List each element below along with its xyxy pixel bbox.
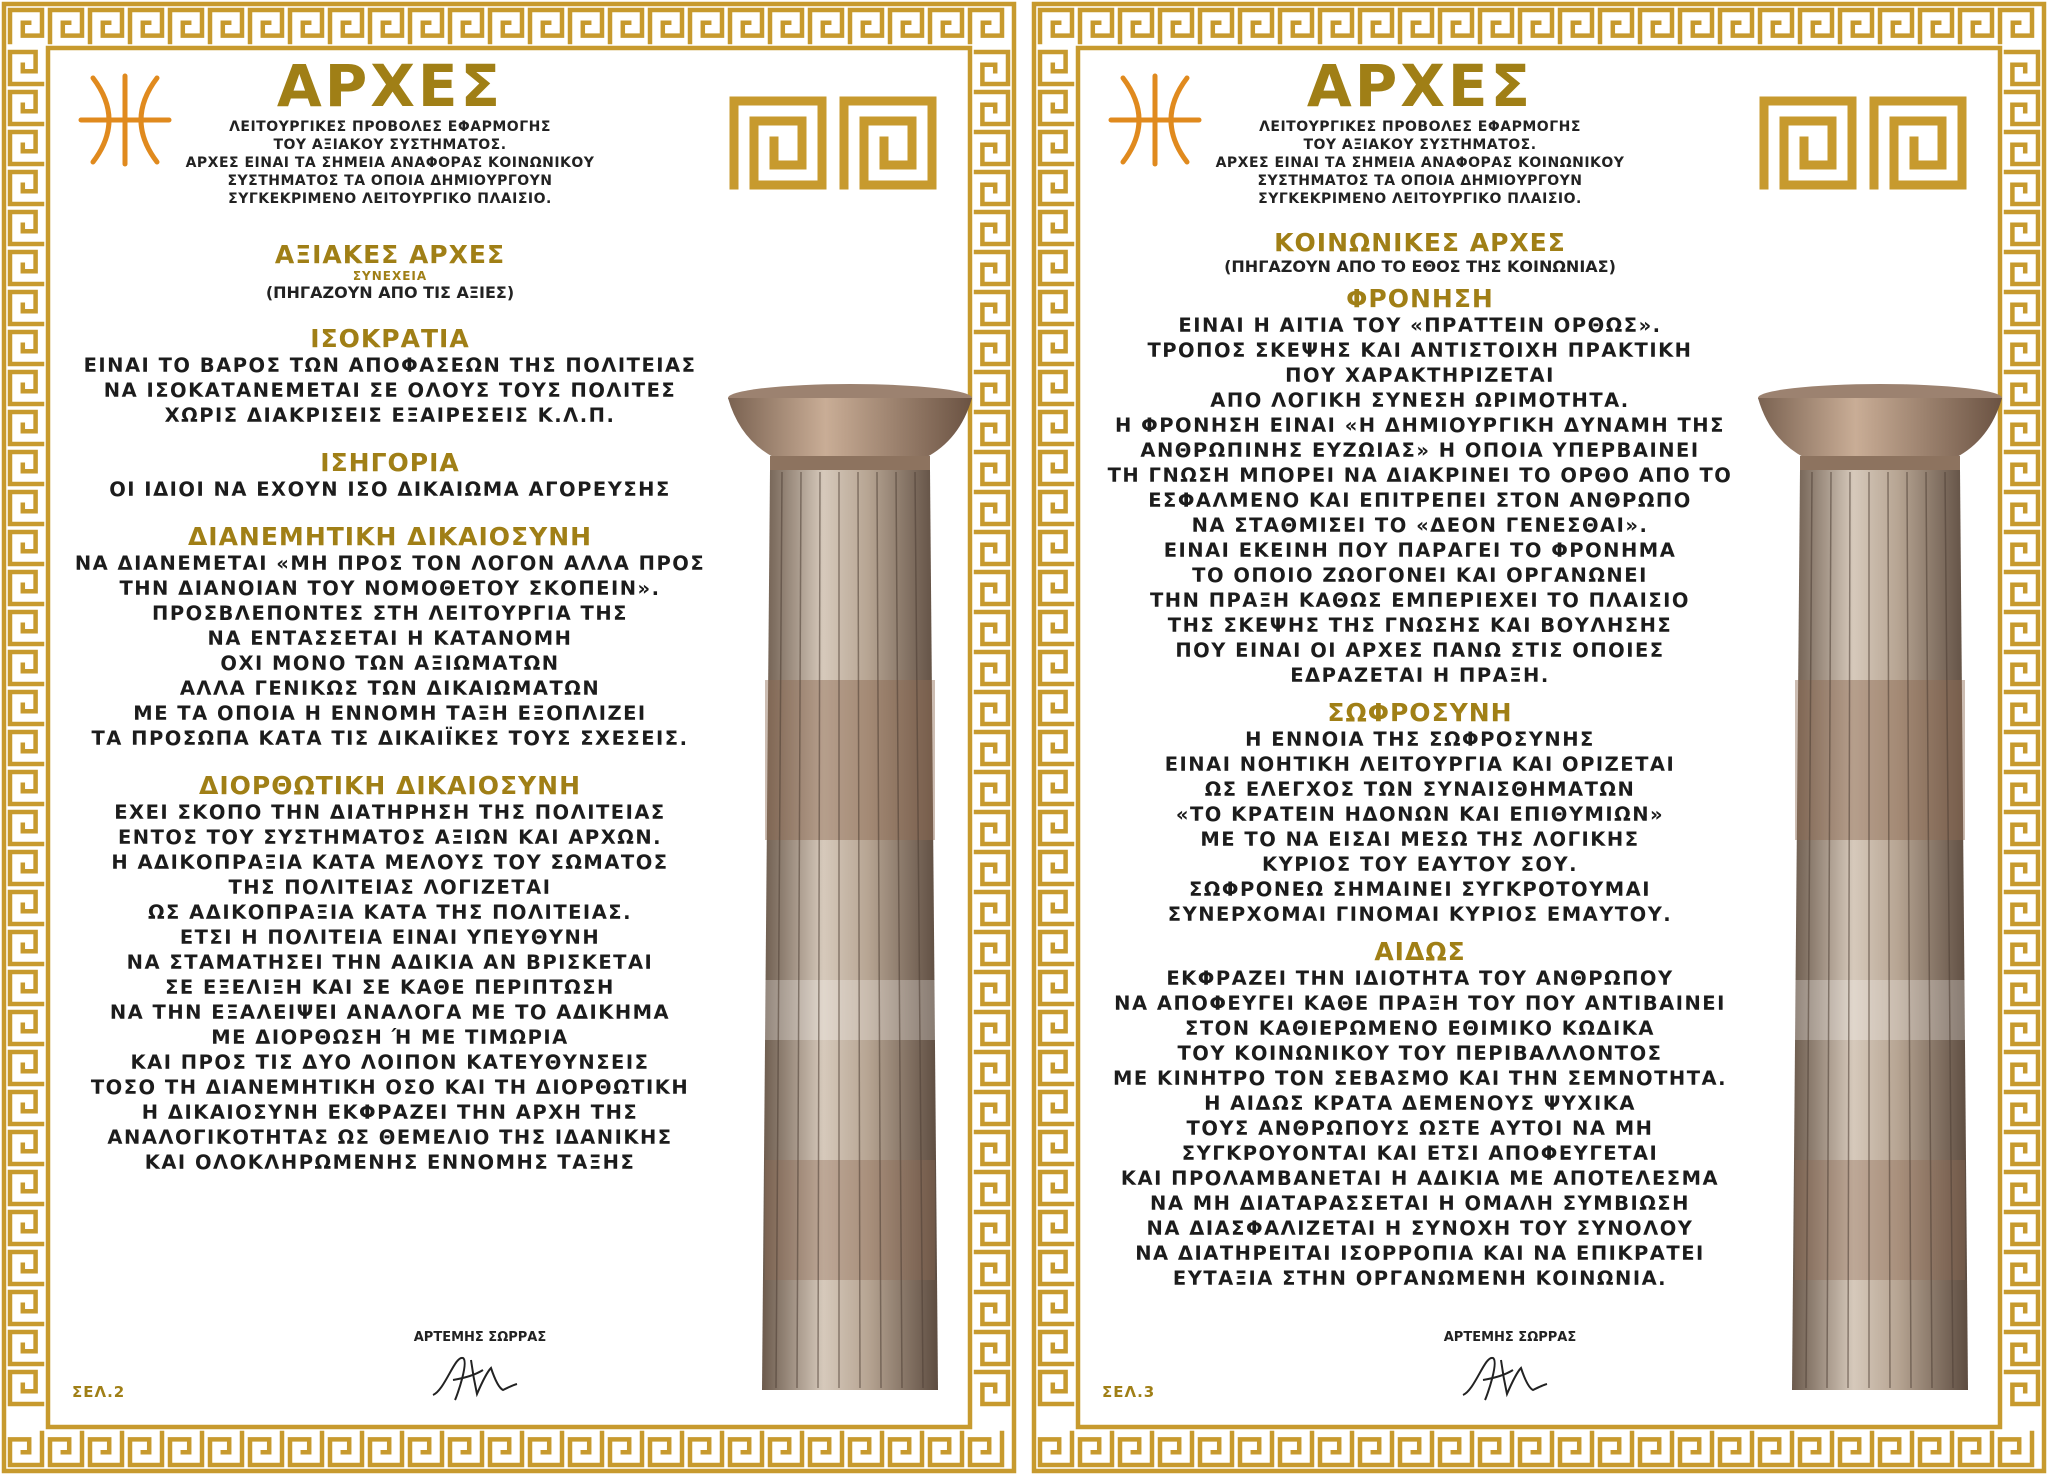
text-line: ΑΠΟ ΛΟΓΙΚΗ ΣΥΝΕΣΗ ΩΡΙΜΟΤΗΤΑ.: [1210, 389, 1630, 412]
text-line: ΤΗΝ ΔΙΑΝΟΙΑΝ ΤΟΥ ΝΟΜΟΘΕΤΟΥ ΣΚΟΠΕΙΝ».: [119, 577, 661, 600]
text-line: ΑΛΛΑ ΓΕΝΙΚΩΣ ΤΩΝ ΔΙΚΑΙΩΜΑΤΩΝ: [179, 677, 601, 700]
heading-note: (ΠΗΓΑΖΟΥΝ ΑΠΟ ΤΙΣ ΑΞΙΕΣ): [265, 283, 515, 302]
text-line: ΩΣ ΑΔΙΚΟΠΡΑΞΙΑ ΚΑΤΑ ΤΗΣ ΠΟΛΙΤΕΙΑΣ.: [147, 901, 633, 924]
page-2: [0, 0, 1018, 1475]
text-line: ΩΣ ΕΛΕΓΧΟΣ ΤΩΝ ΣΥΝΑΙΣΘΗΜΑΤΩΝ: [1204, 778, 1636, 801]
text-line: ΕΙΝΑΙ ΕΚΕΙΝΗ ΠΟΥ ΠΑΡΑΓΕΙ ΤΟ ΦΡΟΝΗΜΑ: [1163, 539, 1677, 562]
text-line: ΤΟΥΣ ΑΝΘΡΩΠΟΥΣ ΩΣΤΕ ΑΥΤΟΙ ΝΑ ΜΗ: [1186, 1117, 1654, 1140]
text-line: ΟΙ ΙΔΙΟΙ ΝΑ ΕΧΟΥΝ ΙΣΟ ΔΙΚΑΙΩΜΑ ΑΓΟΡΕΥΣΗΣ: [109, 478, 671, 501]
text-line: ΕΤΣΙ Η ΠΟΛΙΤΕΙΑ ΕΙΝΑΙ ΥΠΕΥΘΥΝΗ: [179, 926, 601, 949]
page-number: ΣΕΛ.2: [72, 1383, 126, 1401]
text-line: ΝΑ ΙΣΟΚΑΤΑΝΕΜΕΤΑΙ ΣΕ ΟΛΟΥΣ ΤΟΥΣ ΠΟΛΙΤΕΣ: [103, 379, 677, 402]
text-line: ΝΑ ΤΗΝ ΕΞΑΛΕΙΨΕΙ ΑΝΑΛΟΓΑ ΜΕ ΤΟ ΑΔΙΚΗΜΑ: [109, 1001, 671, 1024]
text-line: ΤΗΝ ΠΡΑΞΗ ΚΑΘΩΣ ΕΜΠΕΡΙΕΧΕΙ ΤΟ ΠΛΑΙΣΙΟ: [1149, 589, 1691, 612]
text-line: ΜΕ ΔΙΟΡΘΩΣΗ Ή ΜΕ ΤΙΜΩΡΙΑ: [211, 1026, 569, 1049]
text-line: ΕΧΕΙ ΣΚΟΠΟ ΤΗΝ ΔΙΑΤΗΡΗΣΗ ΤΗΣ ΠΟΛΙΤΕΙΑΣ: [114, 801, 666, 824]
section-title: ΙΣΗΓΟΡΙΑ: [320, 448, 460, 477]
text-line: ΚΑΙ ΠΡΟΛΑΜΒΑΝΕΤΑΙ Η ΑΔΙΚΙΑ ΜΕ ΑΠΟΤΕΛΕΣΜΑ: [1120, 1167, 1720, 1190]
intro-line: ΑΡΧΕΣ ΕΙΝΑΙ ΤΑ ΣΗΜΕΙΑ ΑΝΑΦΟΡΑΣ ΚΟΙΝΩΝΙΚΟΥ: [185, 155, 595, 171]
text-line: ΤΗ ΓΝΩΣΗ ΜΠΟΡΕΙ ΝΑ ΔΙΑΚΡΙΝΕΙ ΤΟ ΟΡΘΟ ΑΠΟ ΤΟ: [1107, 464, 1733, 487]
text-line: ΟΧΙ ΜΟΝΟ ΤΩΝ ΑΞΙΩΜΑΤΩΝ: [220, 652, 560, 675]
intro-line: ΣΥΓΚΕΚΡΙΜΕΝΟ ΛΕΙΤΟΥΡΓΙΚΟ ΠΛΑΙΣΙΟ.: [1258, 191, 1582, 207]
text-line: ΣΥΝΕΡΧΟΜΑΙ ΓΙΝΟΜΑΙ ΚΥΡΙΟΣ ΕΜΑΥΤΟΥ.: [1167, 903, 1673, 926]
text-line: Η ΔΙΚΑΙΟΣΥΝΗ ΕΚΦΡΑΖΕΙ ΤΗΝ ΑΡΧΗ ΤΗΣ: [141, 1101, 639, 1124]
text-line: ΕΣΦΑΛΜΕΝΟ ΚΑΙ ΕΠΙΤΡΕΠΕΙ ΣΤΟΝ ΑΝΘΡΩΠΟ: [1148, 489, 1692, 512]
main-text: [1030, 228, 1810, 1291]
signature-mark: [425, 1350, 520, 1405]
text-line: ΝΑ ΔΙΑΣΦΑΛΙΖΕΤΑΙ Η ΣΥΝΟΧΗ ΤΟΥ ΣΥΝΟΛΟΥ: [1146, 1217, 1694, 1240]
section-title: ΔΙΑΝΕΜΗΤΙΚΗ ΔΙΚΑΙΟΣΥΝΗ: [187, 522, 593, 551]
text-line: ΚΑΙ ΟΛΟΚΛΗΡΩΜΕΝΗΣ ΕΝΝΟΜΗΣ ΤΑΞΗΣ: [144, 1151, 636, 1174]
page-title: ΑΡΧΕΣ: [1306, 52, 1534, 120]
text-line: ΧΩΡΙΣ ΔΙΑΚΡΙΣΕΙΣ ΕΞΑΙΡΕΣΕΙΣ Κ.Λ.Π.: [164, 404, 616, 427]
text-line: ΤΡΟΠΟΣ ΣΚΕΨΗΣ ΚΑΙ ΑΝΤΙΣΤΟΙΧΗ ΠΡΑΚΤΙΚΗ: [1147, 339, 1693, 362]
section-title: ΣΩΦΡΟΣΥΝΗ: [1327, 698, 1513, 727]
text-line: Η ΦΡΟΝΗΣΗ ΕΙΝΑΙ «Η ΔΗΜΙΟΥΡΓΙΚΗ ΔΥΝΑΜΗ ΤΗΣ: [1115, 414, 1725, 437]
intro-line: ΤΟΥ ΑΞΙΑΚΟΥ ΣΥΣΤΗΜΑΤΟΣ.: [1303, 137, 1537, 153]
intro-line: ΛΕΙΤΟΥΡΓΙΚΕΣ ΠΡΟΒΟΛΕΣ ΕΦΑΡΜΟΓΗΣ: [229, 119, 551, 135]
main-text: [0, 240, 780, 1175]
text-line: ΤΗΣ ΣΚΕΨΗΣ ΤΗΣ ΓΝΩΣΗΣ ΚΑΙ ΒΟΥΛΗΣΗΣ: [1167, 614, 1673, 637]
text-line: ΜΕ ΚΙΝΗΤΡΟ ΤΟΝ ΣΕΒΑΣΜΟ ΚΑΙ ΤΗΝ ΣΕΜΝΟΤΗΤΑ.: [1113, 1067, 1727, 1090]
text-line: ΕΙΝΑΙ ΝΟΗΤΙΚΗ ΛΕΙΤΟΥΡΓΙΑ ΚΑΙ ΟΡΙΖΕΤΑΙ: [1164, 753, 1676, 776]
text-line: ΚΑΙ ΠΡΟΣ ΤΙΣ ΔΥΟ ΛΟΙΠΟΝ ΚΑΤΕΥΘΥΝΣΕΙΣ: [130, 1051, 650, 1074]
text-line: Η ΑΙΔΩΣ ΚΡΑΤΑ ΔΕΜΕΝΟΥΣ ΨΥΧΙΚΑ: [1204, 1092, 1636, 1115]
text-line: ΤΟΥ ΚΟΙΝΩΝΙΚΟΥ ΤΟΥ ΠΕΡΙΒΑΛΛΟΝΤΟΣ: [1177, 1042, 1663, 1065]
author-name: ΑΡΤΕΜΗΣ ΣΩΡΡΑΣ: [413, 1330, 547, 1345]
text-line: ΚΥΡΙΟΣ ΤΟΥ ΕΑΥΤΟΥ ΣΟΥ.: [1262, 853, 1578, 876]
text-line: ΝΑ ΑΠΟΦΕΥΓΕΙ ΚΑΘΕ ΠΡΑΞΗ ΤΟΥ ΠΟΥ ΑΝΤΙΒΑΙΝΕΙ: [1114, 992, 1726, 1015]
text-line: ΣΥΓΚΡΟΥΟΝΤΑΙ ΚΑΙ ΕΤΣΙ ΑΠΟΦΕΥΓΕΤΑΙ: [1181, 1142, 1659, 1165]
heading-sub: ΣΥΝΕΧΕΙΑ: [352, 269, 428, 283]
text-line: Η ΑΔΙΚΟΠΡΑΞΙΑ ΚΑΤΑ ΜΕΛΟΥΣ ΤΟΥ ΣΩΜΑΤΟΣ: [111, 851, 669, 874]
intro-line: ΛΕΙΤΟΥΡΓΙΚΕΣ ΠΡΟΒΟΛΕΣ ΕΦΑΡΜΟΓΗΣ: [1259, 119, 1581, 135]
text-line: ΝΑ ΣΤΑΘΜΙΣΕΙ ΤΟ «ΔΕΟΝ ΓΕΝΕΣΘΑΙ».: [1191, 514, 1649, 537]
text-line: ΕΚΦΡΑΖΕΙ ΤΗΝ ΙΔΙΟΤΗΤΑ ΤΟΥ ΑΝΘΡΩΠΟΥ: [1166, 967, 1674, 990]
text-line: ΕΔΡΑΖΕΤΑΙ Η ΠΡΑΞΗ.: [1290, 664, 1550, 687]
text-line: ΝΑ ΣΤΑΜΑΤΗΣΕΙ ΤΗΝ ΑΔΙΚΙΑ ΑΝ ΒΡΙΣΚΕΤΑΙ: [126, 951, 654, 974]
heading: ΑΞΙΑΚΕΣ ΑΡΧΕΣ: [274, 240, 506, 269]
text-line: ΕΥΤΑΞΙΑ ΣΤΗΝ ΟΡΓΑΝΩΜΕΝΗ ΚΟΙΝΩΝΙΑ.: [1172, 1267, 1668, 1290]
text-line: ΜΕ ΤΑ ΟΠΟΙΑ Η ΕΝΝΟΜΗ ΤΑΞΗ ΕΞΟΠΛΙΖΕΙ: [133, 702, 647, 725]
text-line: ΕΙΝΑΙ Η ΑΙΤΙΑ ΤΟΥ «ΠΡΑΤΤΕΙΝ ΟΡΘΩΣ».: [1178, 314, 1662, 337]
intro-line: ΤΟΥ ΑΞΙΑΚΟΥ ΣΥΣΤΗΜΑΤΟΣ.: [273, 137, 507, 153]
text-line: ΕΝΤΟΣ ΤΟΥ ΣΥΣΤΗΜΑΤΟΣ ΑΞΙΩΝ ΚΑΙ ΑΡΧΩΝ.: [117, 826, 663, 849]
page-title: ΑΡΧΕΣ: [276, 52, 504, 120]
text-line: ΝΑ ΔΙΑΝΕΜΕΤΑΙ «ΜΗ ΠΡΟΣ ΤΟΝ ΛΟΓΟΝ ΑΛΛΑ ΠΡΟΣ: [74, 552, 706, 575]
text-line: ΠΟΥ ΕΙΝΑΙ ΟΙ ΑΡΧΕΣ ΠΑΝΩ ΣΤΙΣ ΟΠΟΙΕΣ: [1175, 639, 1665, 662]
page-number: ΣΕΛ.3: [1102, 1383, 1156, 1401]
intro-line: ΑΡΧΕΣ ΕΙΝΑΙ ΤΑ ΣΗΜΕΙΑ ΑΝΑΦΟΡΑΣ ΚΟΙΝΩΝΙΚΟΥ: [1215, 155, 1625, 171]
text-line: ΤΑ ΠΡΟΣΩΠΑ ΚΑΤΑ ΤΙΣ ΔΙΚΑΙΪΚΕΣ ΤΟΥΣ ΣΧΕΣΕΙΣ.: [91, 727, 689, 750]
intro-text: [1110, 118, 1730, 208]
text-line: ΑΝΑΛΟΓΙΚΟΤΗΤΑΣ ΩΣ ΘΕΜΕΛΙΟ ΤΗΣ ΙΔΑΝΙΚΗΣ: [107, 1126, 673, 1149]
text-line: ΤΟΣΟ ΤΗ ΔΙΑΝΕΜΗΤΙΚΗ ΟΣΟ ΚΑΙ ΤΗ ΔΙΟΡΘΩΤΙΚΗ: [90, 1076, 690, 1099]
text-line: ΣΕ ΕΞΕΛΙΞΗ ΚΑΙ ΣΕ ΚΑΘΕ ΠΕΡΙΠΤΩΣΗ: [165, 976, 615, 999]
section-title: ΙΣΟΚΡΑΤΙΑ: [310, 324, 470, 353]
text-line: «ΤΟ ΚΡΑΤΕΙΝ ΗΔΟΝΩΝ ΚΑΙ ΕΠΙΘΥΜΙΩΝ»: [1175, 803, 1665, 826]
text-line: ΝΑ ΜΗ ΔΙΑΤΑΡΑΣΣΕΤΑΙ Η ΟΜΑΛΗ ΣΥΜΒΙΩΣΗ: [1150, 1192, 1690, 1215]
doric-column-image: [1750, 380, 2010, 1400]
intro-line: ΣΥΓΚΕΚΡΙΜΕΝΟ ΛΕΙΤΟΥΡΓΙΚΟ ΠΛΑΙΣΙΟ.: [228, 191, 552, 207]
heading: ΚΟΙΝΩΝΙΚΕΣ ΑΡΧΕΣ: [1274, 228, 1566, 257]
text-line: ΠΡΟΣΒΛΕΠΟΝΤΕΣ ΣΤΗ ΛΕΙΤΟΥΡΓΙΑ ΤΗΣ: [152, 602, 628, 625]
text-line: ΝΑ ΔΙΑΤΗΡΕΙΤΑΙ ΙΣΟΡΡΟΠΙΑ ΚΑΙ ΝΑ ΕΠΙΚΡΑΤΕΙ: [1135, 1242, 1705, 1265]
text-line: Η ΕΝΝΟΙΑ ΤΗΣ ΣΩΦΡΟΣΥΝΗΣ: [1245, 728, 1595, 751]
intro-text: [80, 118, 700, 208]
section-title: ΑΙΔΩΣ: [1374, 937, 1466, 966]
doric-column-image: [720, 380, 980, 1400]
section-title: ΦΡΟΝΗΣΗ: [1346, 284, 1494, 313]
text-line: ΑΝΘΡΩΠΙΝΗΣ ΕΥΖΩΙΑΣ» Η ΟΠΟΙΑ ΥΠΕΡΒΑΙΝΕΙ: [1140, 439, 1700, 462]
intro-line: ΣΥΣΤΗΜΑΤΟΣ ΤΑ ΟΠΟΙΑ ΔΗΜΙΟΥΡΓΟΥΝ: [1257, 173, 1583, 189]
author-name: ΑΡΤΕΜΗΣ ΣΩΡΡΑΣ: [1443, 1330, 1577, 1345]
text-line: ΝΑ ΕΝΤΑΣΣΕΤΑΙ Η ΚΑΤΑΝΟΜΗ: [207, 627, 573, 650]
text-line: ΣΤΟΝ ΚΑΘΙΕΡΩΜΕΝΟ ΕΘΙΜΙΚΟ ΚΩΔΙΚΑ: [1185, 1017, 1655, 1040]
intro-line: ΣΥΣΤΗΜΑΤΟΣ ΤΑ ΟΠΟΙΑ ΔΗΜΙΟΥΡΓΟΥΝ: [227, 173, 553, 189]
text-line: ΣΩΦΡΟΝΕΩ ΣΗΜΑΙΝΕΙ ΣΥΓΚΡΟΤΟΥΜΑΙ: [1188, 878, 1652, 901]
signature-mark: [1455, 1350, 1550, 1405]
text-line: ΤΗΣ ΠΟΛΙΤΕΙΑΣ ΛΟΓΙΖΕΤΑΙ: [228, 876, 552, 899]
text-line: ΕΙΝΑΙ ΤΟ ΒΑΡΟΣ ΤΩΝ ΑΠΟΦΑΣΕΩΝ ΤΗΣ ΠΟΛΙΤΕΙΑΣ: [83, 354, 697, 377]
page-3: [1030, 0, 2048, 1475]
text-line: ΠΟΥ ΧΑΡΑΚΤΗΡΙΖΕΤΑΙ: [1285, 364, 1555, 387]
text-line: ΜΕ ΤΟ ΝΑ ΕΙΣΑΙ ΜΕΣΩ ΤΗΣ ΛΟΓΙΚΗΣ: [1200, 828, 1640, 851]
section-title: ΔΙΟΡΘΩΤΙΚΗ ΔΙΚΑΙΟΣΥΝΗ: [198, 771, 582, 800]
text-line: ΤΟ ΟΠΟΙΟ ΖΩΟΓΟΝΕΙ ΚΑΙ ΟΡΓΑΝΩΝΕΙ: [1192, 564, 1648, 587]
heading-note: (ΠΗΓΑΖΟΥΝ ΑΠΟ ΤΟ ΕΘΟΣ ΤΗΣ ΚΟΙΝΩΝΙΑΣ): [1224, 257, 1616, 276]
